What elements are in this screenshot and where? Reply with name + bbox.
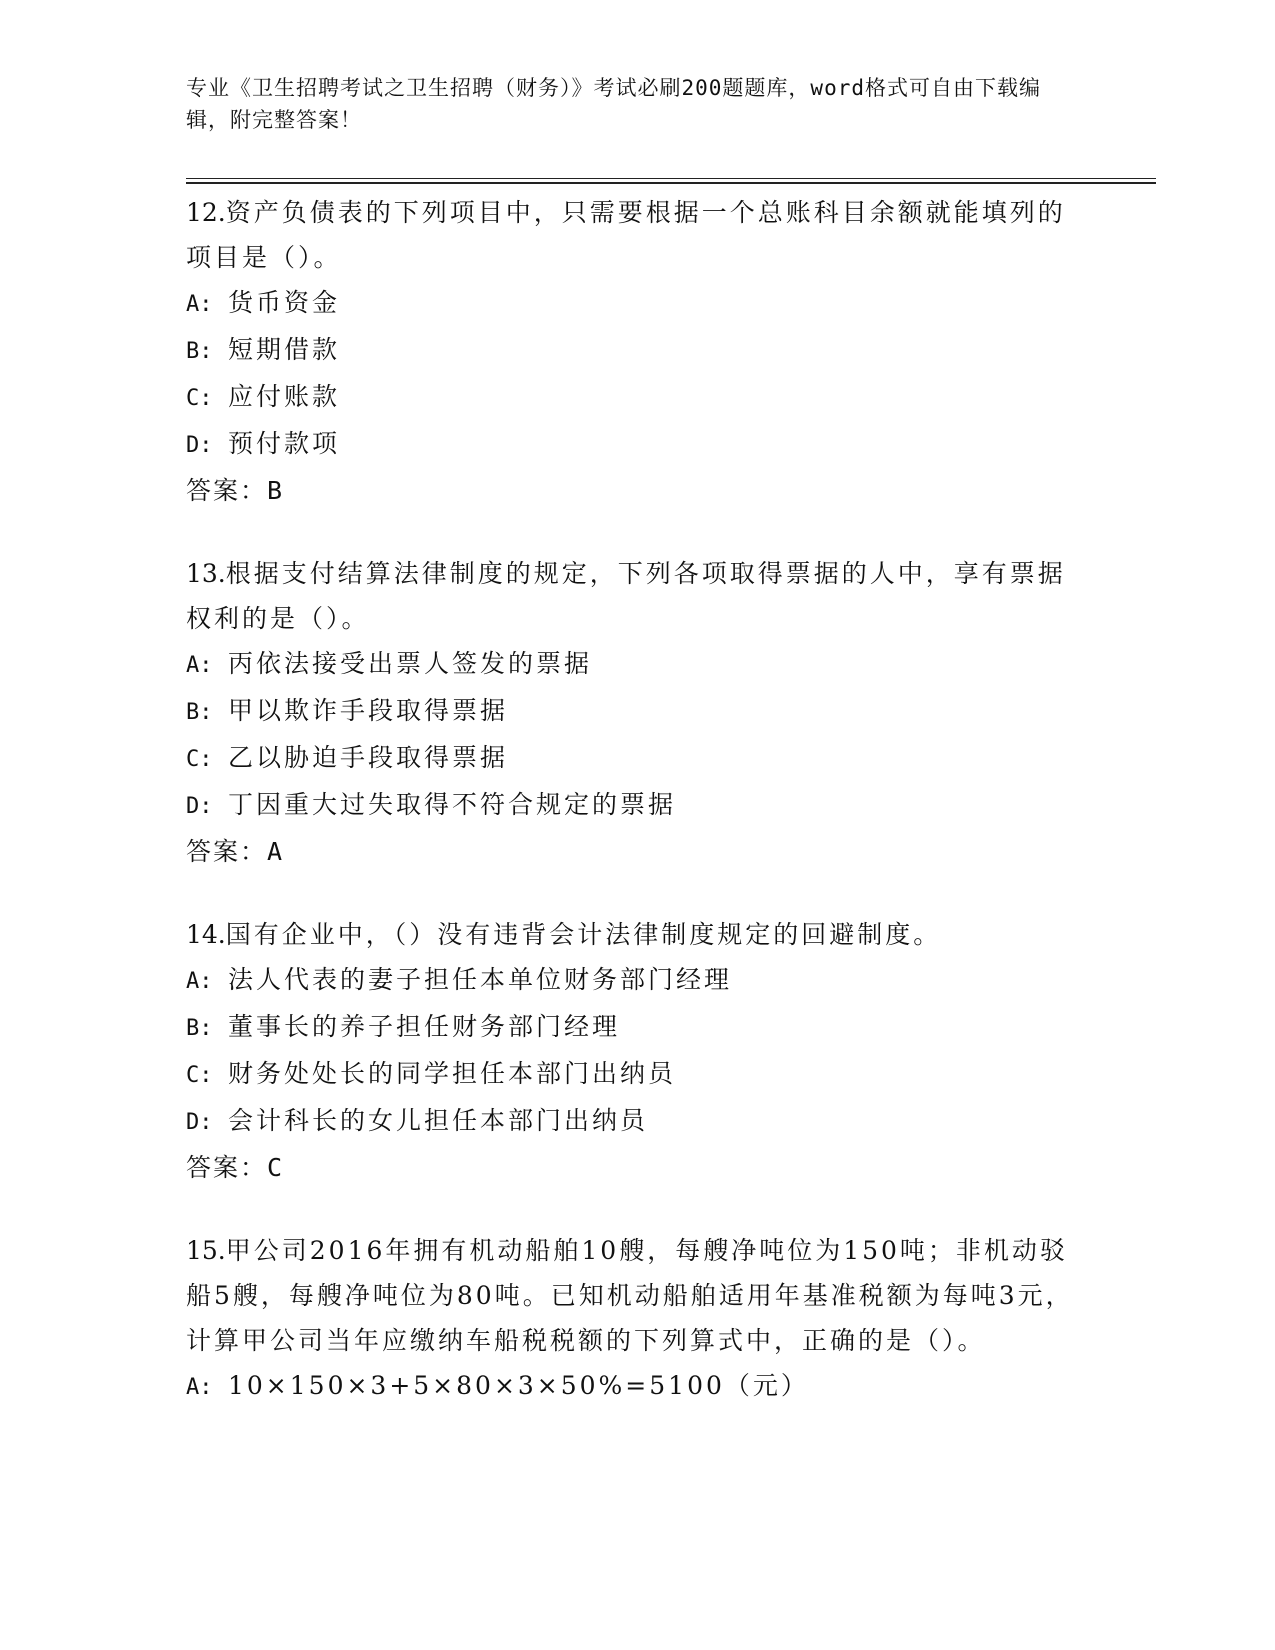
answer-value: B — [267, 476, 285, 505]
header-divider-thick — [186, 182, 1156, 184]
answer-value: A — [267, 837, 285, 866]
option-letter: B: — [186, 339, 213, 364]
question-15 — [186, 1228, 1086, 1410]
question-text: 根据支付结算法律制度的规定，下列各项取得票据的人中，享有票据权利的是（）。 — [186, 559, 1066, 633]
option-a — [186, 641, 1086, 688]
option-text: 会计科长的女儿担任本部门出纳员 — [228, 1106, 649, 1135]
option-b — [186, 327, 1086, 374]
option-c — [186, 1051, 1086, 1098]
question-number: 13. — [186, 559, 226, 588]
option-letter: D: — [186, 433, 213, 458]
option-text: 甲以欺诈手段取得票据 — [228, 696, 509, 725]
option-letter: C: — [186, 1063, 213, 1088]
question-12 — [186, 190, 1086, 513]
option-text: 货币资金 — [228, 288, 341, 317]
option-letter: C: — [186, 747, 213, 772]
option-text: 乙以胁迫手段取得票据 — [228, 743, 509, 772]
question-text: 资产负债表的下列项目中，只需要根据一个总账科目余额就能填列的项目是（）。 — [186, 198, 1066, 272]
question-number: 14. — [186, 920, 226, 949]
option-letter: B: — [186, 1016, 213, 1041]
option-c — [186, 735, 1086, 782]
question-number: 12. — [186, 198, 226, 227]
document-header — [186, 72, 1066, 136]
question-stem — [186, 190, 1086, 280]
question-14 — [186, 912, 1086, 1190]
answer-label: 答案： — [186, 1153, 268, 1182]
question-text: 甲公司2016年拥有机动船舶10艘，每艘净吨位为150吨；非机动驳船5艘，每艘净吨位为80吨。已知机动船舶适用年基准税额为每吨3元，计算甲公司当年应缴纳车船税税额的下列算式中，正确的是（）。 — [186, 1236, 1074, 1355]
option-text: 10×150×3+5×80×3×50%=5100（元） — [228, 1371, 809, 1400]
question-number: 15. — [186, 1236, 226, 1265]
answer-line — [186, 468, 1086, 513]
answer-label: 答案： — [186, 476, 268, 505]
question-text: 国有企业中，（）没有违背会计法律制度规定的回避制度。 — [225, 920, 942, 949]
option-text: 法人代表的妻子担任本单位财务部门经理 — [228, 965, 733, 994]
option-b — [186, 688, 1086, 735]
answer-value: C — [267, 1153, 285, 1182]
option-letter: A: — [186, 653, 213, 678]
option-text: 预付款项 — [228, 429, 341, 458]
question-stem — [186, 912, 1086, 957]
option-text: 短期借款 — [228, 335, 341, 364]
option-letter: A: — [186, 1375, 213, 1400]
option-letter: A: — [186, 969, 213, 994]
answer-line — [186, 829, 1086, 874]
question-stem — [186, 1228, 1086, 1363]
question-13 — [186, 551, 1086, 874]
option-d — [186, 782, 1086, 829]
option-text: 财务处处长的同学担任本部门出纳员 — [228, 1059, 677, 1088]
option-text: 丁因重大过失取得不符合规定的票据 — [228, 790, 677, 819]
header-text: 专业《卫生招聘考试之卫生招聘（财务）》考试必刷200题题库，word格式可自由下载编辑，附完整答案！ — [186, 76, 1041, 132]
option-text: 应付账款 — [228, 382, 341, 411]
option-letter: A: — [186, 292, 213, 317]
option-a — [186, 957, 1086, 1004]
option-letter: B: — [186, 700, 213, 725]
option-d — [186, 1098, 1086, 1145]
header-divider-thin — [186, 178, 1156, 179]
option-b — [186, 1004, 1086, 1051]
answer-label: 答案： — [186, 837, 268, 866]
option-text: 丙依法接受出票人签发的票据 — [228, 649, 593, 678]
option-letter: D: — [186, 1110, 213, 1135]
option-letter: C: — [186, 386, 213, 411]
question-list — [186, 190, 1086, 1448]
option-a — [186, 280, 1086, 327]
option-letter: D: — [186, 794, 213, 819]
option-d — [186, 421, 1086, 468]
question-stem — [186, 551, 1086, 641]
answer-line — [186, 1145, 1086, 1190]
option-c — [186, 374, 1086, 421]
option-a — [186, 1363, 1086, 1410]
option-text: 董事长的养子担任财务部门经理 — [228, 1012, 621, 1041]
